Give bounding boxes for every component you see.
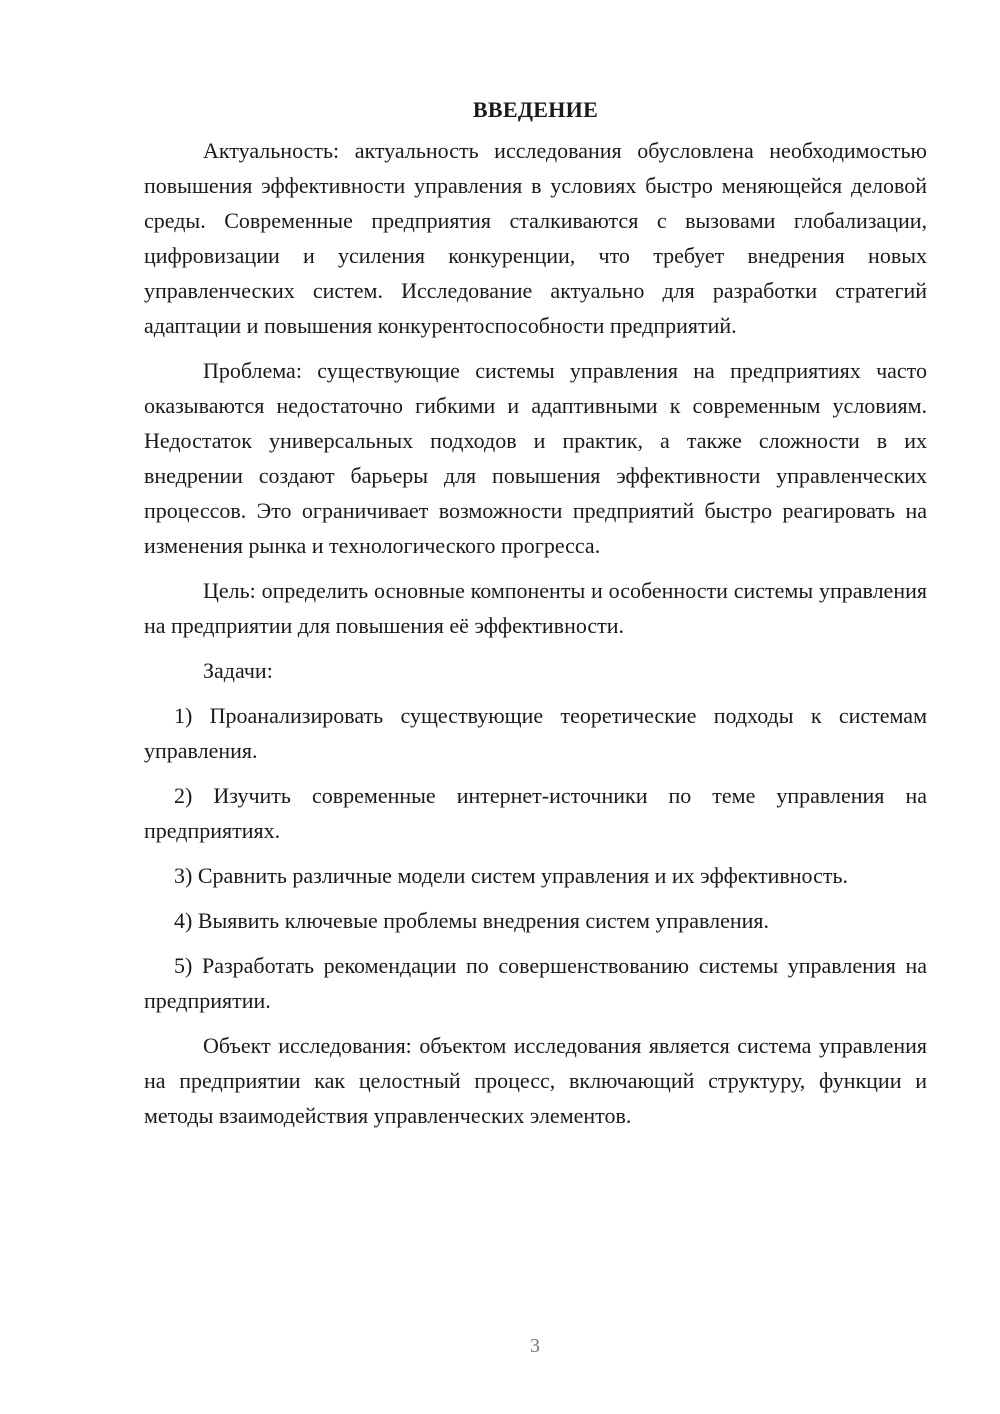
paragraph-object: Объект исследования: объектом исследования является система управления на предприятии как целостный процесс, включающий структуру, функции и методы взаимодействия управленческих элементов. <box>144 1033 927 1128</box>
paragraph-problem: Проблема: существующие системы управления на предприятиях часто оказываются недостаточно гибкими и адаптивными к современным условиям. Недостаток универсальных подходов и практик, а также сложности в их внедрении создают барьеры для повышения эффективности управленческих процессов. Это ограничивает возможности предприятий быстро реагировать на изменения рынка и технологического прогресса. <box>144 358 927 558</box>
section-title: ВВЕДЕНИЕ <box>472 97 599 122</box>
paragraph-goal: Цель: определить основные компоненты и особенности системы управления на предприятии для повышения её эффективности. <box>144 578 927 638</box>
task-item-1: 1) Проанализировать существующие теоретические подходы к системам управления. <box>144 703 927 763</box>
task-item-2: 2) Изучить современные интернет-источники по теме управления на предприятиях. <box>144 783 927 843</box>
task-item-3: 3) Сравнить различные модели систем управления и их эффективность. <box>174 863 848 888</box>
page-number: 3 <box>530 1335 540 1357</box>
task-item-4: 4) Выявить ключевые проблемы внедрения систем управления. <box>174 908 770 933</box>
tasks-heading: Задачи: <box>203 658 273 683</box>
paragraph-relevance: Актуальность: актуальность исследования обусловлена необходимостью повышения эффективности управления в условиях быстро меняющейся деловой среды. Современные предприятия сталкиваются с вызовами глобализации, цифровизации и усиления конкуренции, что требует внедрения новых управленческих систем. Исследование актуально для разработки стратегий адаптации и повышения конкурентоспособности предприятий. <box>144 138 927 338</box>
task-item-5: 5) Разработать рекомендации по совершенствованию системы управления на предприятии. <box>144 953 927 1013</box>
page-content <box>144 92 927 1143</box>
